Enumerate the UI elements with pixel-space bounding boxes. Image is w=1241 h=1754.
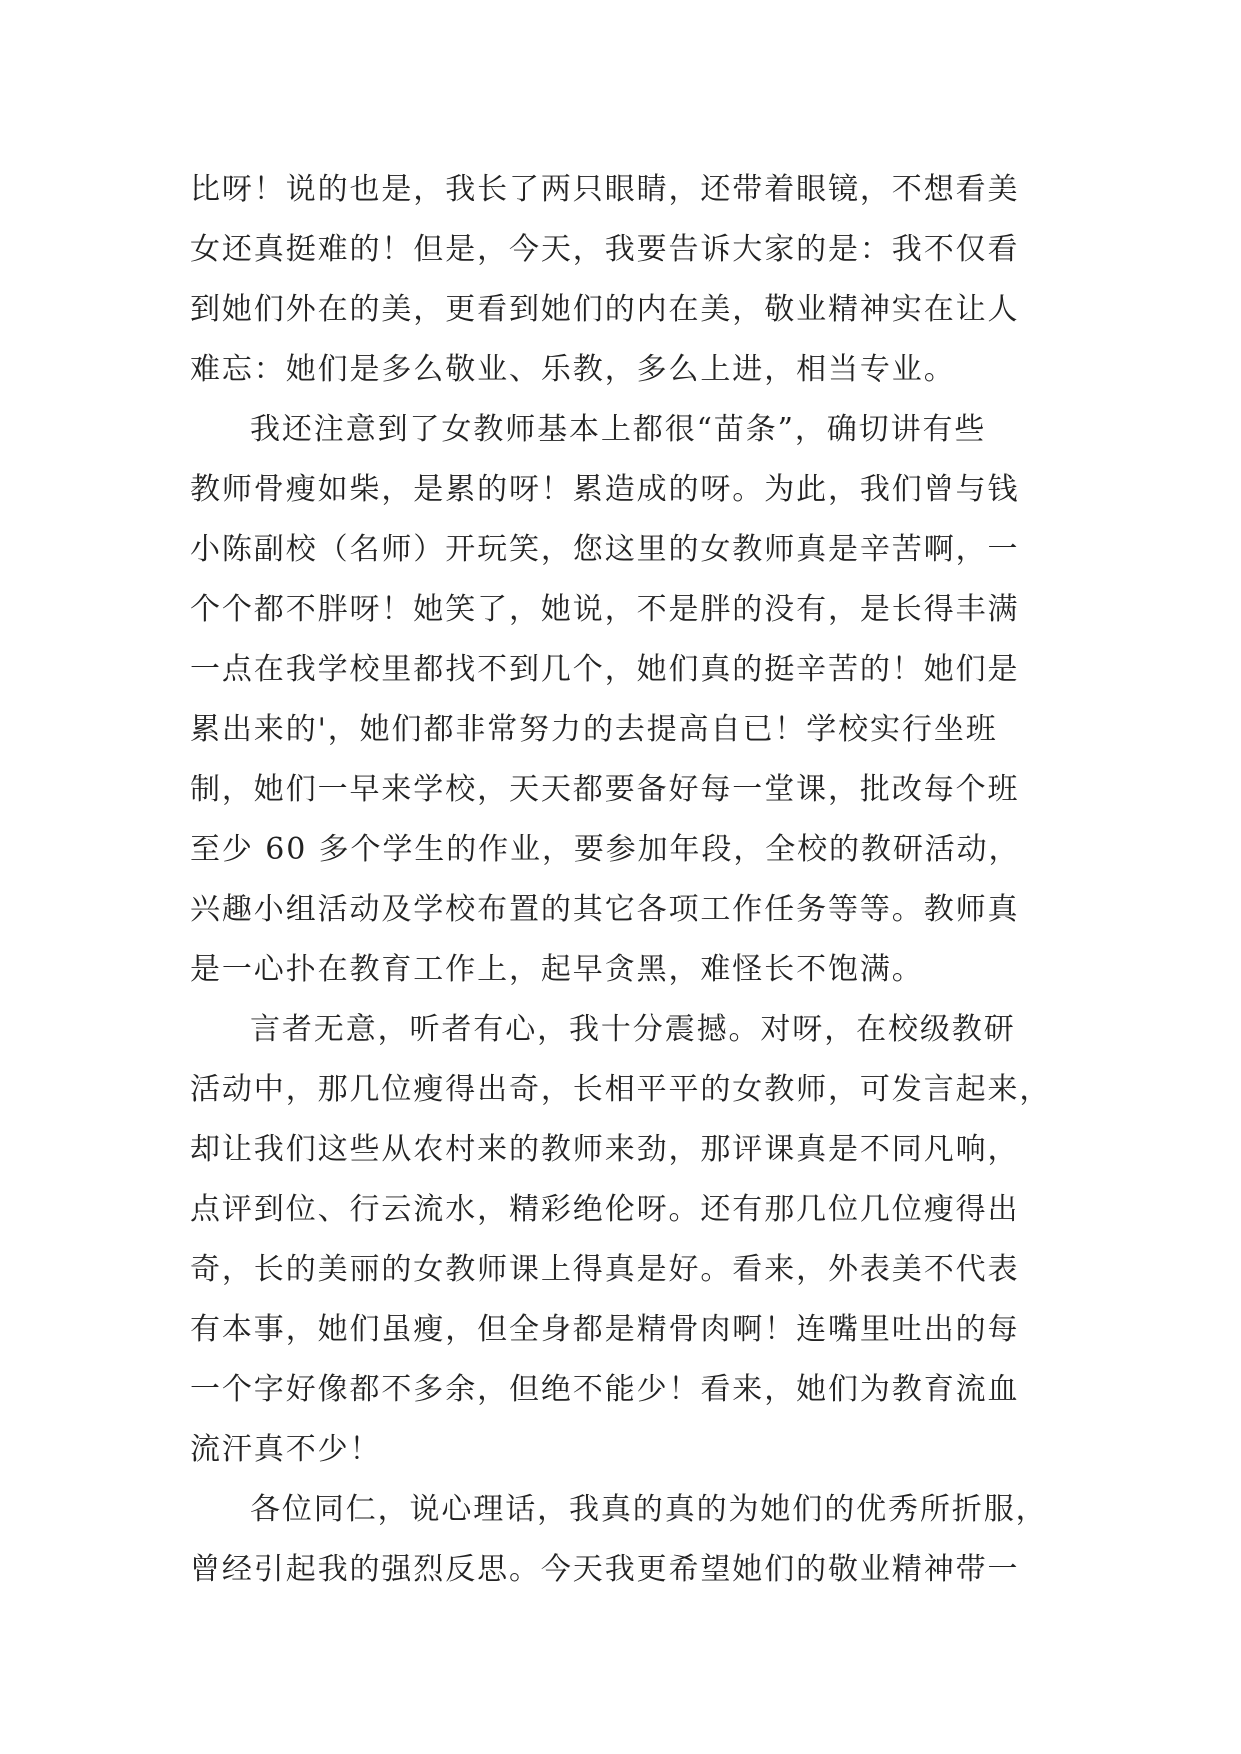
text-line: 是一心扑在教育工作上，起早贪黑，难怪长不饱满。 [190,952,924,987]
text-line: 一个字好像都不多余，但绝不能少！看来，她们为教育流血 [190,1372,1020,1407]
text-line: 制，她们一早来学校，天天都要备好每一堂课，批改每个班 [190,772,1020,807]
text-line: 女还真挺难的！但是，今天，我要告诉大家的是：我不仅看 [190,232,1020,267]
paragraph-first-line: 言者无意，听者有心，我十分震撼。对呀，在校级教研 [250,1012,1016,1047]
paragraph-first-line: 我还注意到了女教师基本上都很“苗条”，确切讲有些 [250,412,987,447]
text-line: 流汗真不少！ [190,1432,382,1467]
text-line: 到她们外在的美，更看到她们的内在美，敬业精神实在让人 [190,292,1020,327]
text-line: 难忘：她们是多么敬业、乐教，多么上进，相当专业。 [190,352,956,387]
text-line: 却让我们这些从农村来的教师来劲，那评课真是不同凡响， [190,1132,1020,1167]
text-line: 活动中，那几位瘦得出奇，长相平平的女教师，可发言起来， [190,1072,1052,1107]
text-line: 奇，长的美丽的女教师课上得真是好。看来，外表美不代表 [190,1252,1020,1287]
text-line: 曾经引起我的强烈反思。今天我更希望她们的敬业精神带一 [190,1552,1020,1587]
text-line: 有本事，她们虽瘦，但全身都是精骨肉啊！连嘴里吐出的每 [190,1312,1020,1347]
text-line: 累出来的'，她们都非常努力的去提高自已！学校实行坐班 [190,712,998,747]
text-line: 比呀！说的也是，我长了两只眼睛，还带着眼镜，不想看美 [190,172,1020,207]
text-line: 小陈副校（名师）开玩笑，您这里的女教师真是辛苦啊，一 [190,532,1020,567]
text-line: 点评到位、行云流水，精彩绝伦呀。还有那几位几位瘦得出 [190,1192,1020,1227]
text-line: 教师骨瘦如柴，是累的呀！累造成的呀。为此，我们曾与钱 [190,472,1020,507]
text-line: 一点在我学校里都找不到几个，她们真的挺辛苦的！她们是 [190,652,1020,687]
text-line: 个个都不胖呀！她笑了，她说，不是胖的没有，是长得丰满 [190,592,1020,627]
text-line: 兴趣小组活动及学校布置的其它各项工作任务等等。教师真 [190,892,1020,927]
paragraph-first-line: 各位同仁，说心理话，我真的真的为她们的优秀所折服， [250,1492,1048,1527]
body-text [190,160,1070,1600]
text-line: 至少 60 多个学生的作业，要参加年段，全校的教研活动， [190,832,1021,867]
